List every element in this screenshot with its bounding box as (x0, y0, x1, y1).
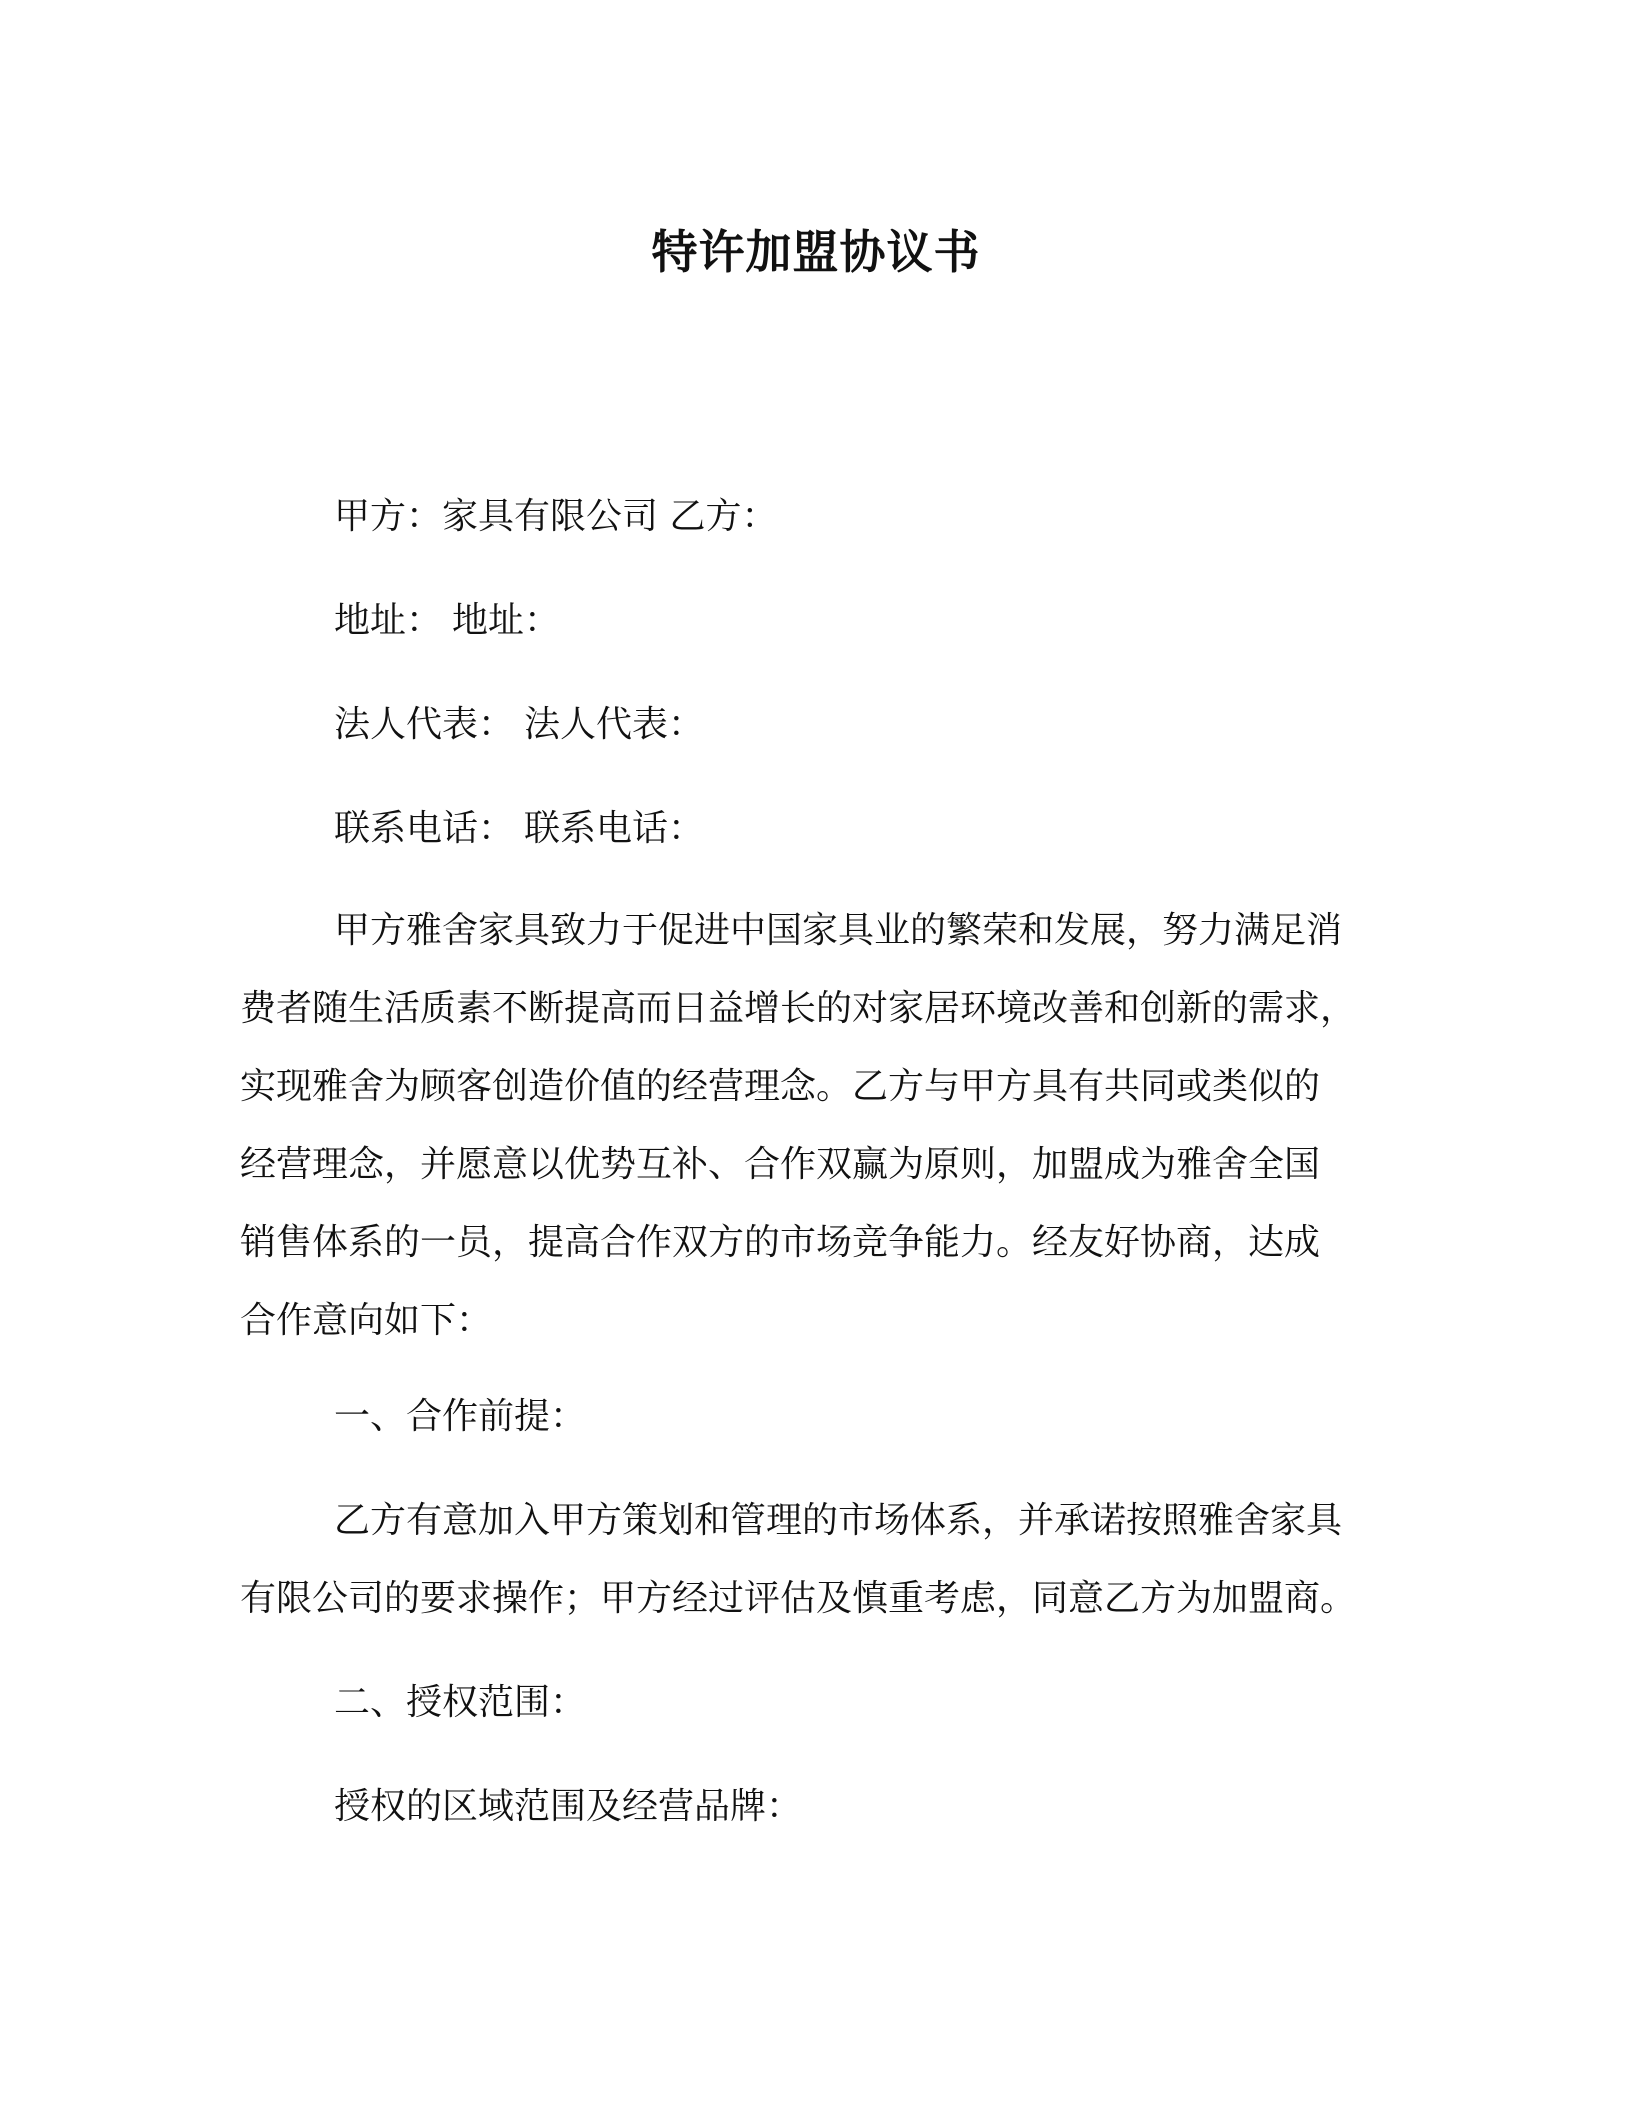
phone-label-b: 联系电话： (524, 808, 705, 849)
section1-heading: 一、合作前提： (334, 1396, 587, 1437)
document-title: 特许加盟协议书 (651, 225, 981, 279)
legal-rep-label-b: 法人代表： (524, 704, 705, 745)
intro-line: 甲方雅舍家具致力于促进中国家具业的繁荣和发展，努力满足消 (334, 910, 1343, 951)
party-b-label: 乙方： (669, 496, 778, 537)
intro-line: 费者随生活质素不断提高而日益增长的对家居环境改善和创新的需求， (240, 988, 1357, 1029)
section1-paragraph (240, 1496, 1380, 1624)
section1-line: 有限公司的要求操作；甲方经过评估及慎重考虑，同意乙方为加盟商。 (240, 1578, 1357, 1619)
phone-line (334, 804, 704, 854)
intro-line: 合作意向如下： (240, 1300, 493, 1341)
legal-rep-label-a: 法人代表： (334, 704, 515, 745)
intro-line: 实现雅舍为顾客创造价值的经营理念。乙方与甲方具有共同或类似的 (240, 1066, 1321, 1107)
intro-line: 经营理念，并愿意以优势互补、合作双赢为原则，加盟成为雅舍全国 (240, 1144, 1321, 1185)
address-label-b: 地址： (452, 600, 561, 641)
legal-rep-line (334, 700, 704, 750)
address-line (334, 596, 560, 646)
section1-line: 乙方有意加入甲方策划和管理的市场体系，并承诺按照雅舍家具 (334, 1500, 1343, 1541)
phone-label-a: 联系电话： (334, 808, 515, 849)
intro-paragraph (240, 906, 1380, 1346)
parties-line (334, 492, 778, 542)
party-a-label: 甲方： (334, 496, 443, 537)
section2-line: 授权的区域范围及经营品牌： (334, 1786, 803, 1827)
address-label-a: 地址： (334, 600, 443, 641)
intro-line: 销售体系的一员，提高合作双方的市场竞争能力。经友好协商，达成 (240, 1222, 1321, 1263)
section2-heading: 二、授权范围： (334, 1682, 587, 1723)
party-a-name: 家具有限公司 (442, 496, 659, 537)
